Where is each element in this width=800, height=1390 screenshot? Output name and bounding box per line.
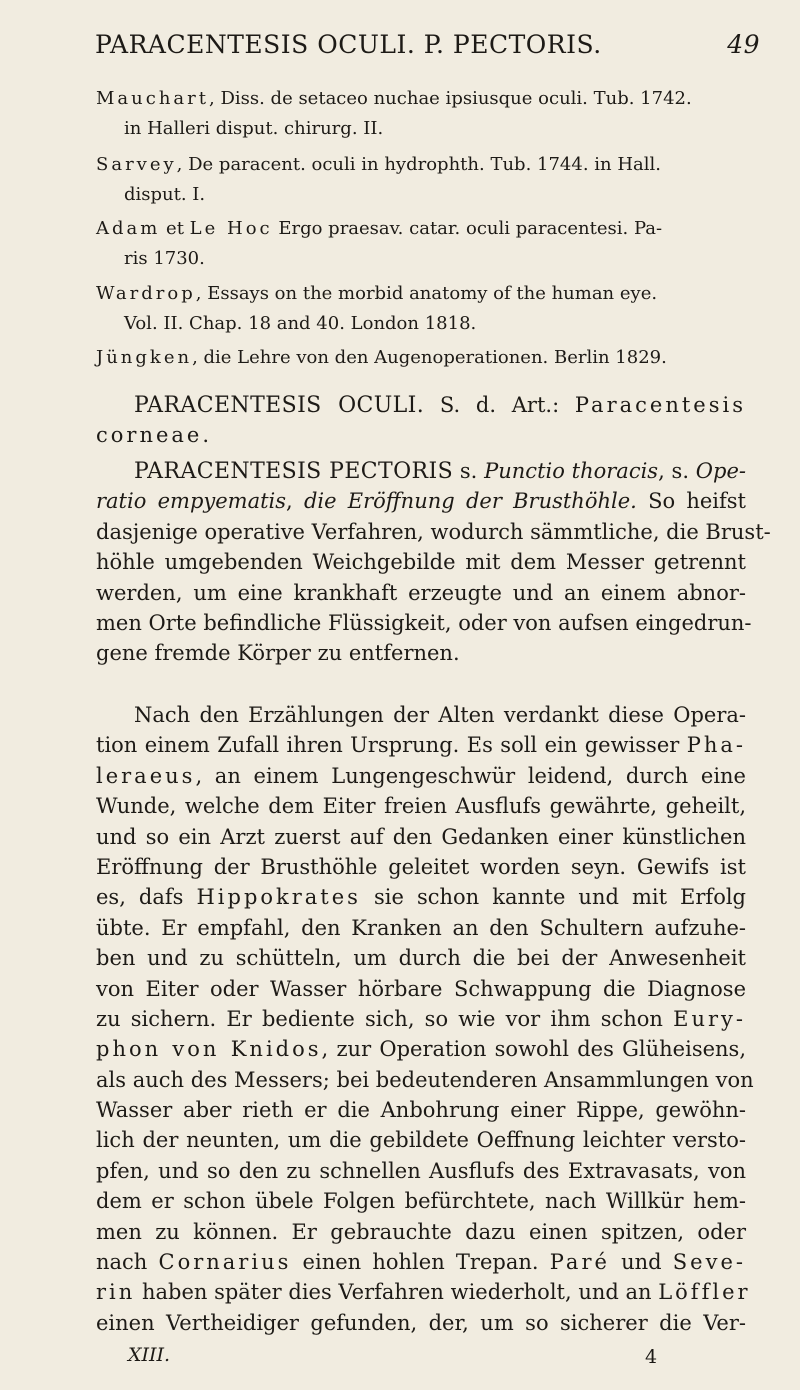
- person-name: leraeus: [96, 763, 196, 788]
- text-line: Wunde, welche dem Eiter freien Ausflufs gewährte, geheilt,: [96, 794, 746, 819]
- text-line: einen Vertheidiger gefunden, der, um so sicherer die Ver-: [96, 1310, 746, 1335]
- running-header: [95, 30, 760, 70]
- text-fragment: .: [202, 423, 210, 448]
- text-line: [96, 420, 746, 450]
- text-fragment: nach: [96, 1250, 159, 1275]
- text-line: [96, 1247, 746, 1277]
- text-line: [96, 761, 746, 791]
- synonym: Punctio thoracis: [484, 459, 659, 483]
- text-line: ben und zu schütteln, um durch die bei der Anwesenheit: [96, 946, 746, 971]
- bib-entry: [96, 343, 746, 373]
- person-name: Eury-: [673, 1006, 746, 1031]
- text-fragment: tion einem Zufall ihren Ursprung. Es soll ein gewisser: [96, 733, 687, 758]
- bib-entry: [96, 150, 746, 210]
- bib-continuation: disput. I.: [124, 184, 206, 205]
- person-name: Pha-: [686, 733, 746, 758]
- bib-continuation: ris 1730.: [124, 248, 205, 269]
- text-fragment: S. d. Art.:: [424, 393, 575, 417]
- text-fragment: So heifst: [636, 489, 746, 514]
- cross-reference: corneae: [96, 423, 203, 448]
- text-fragment: ,: [286, 489, 304, 514]
- page-number: 49: [727, 30, 760, 59]
- bib-entry: [96, 84, 746, 144]
- text-fragment: haben später dies Verfahren wiederholt, und an: [135, 1280, 659, 1305]
- text-line: als auch des Messers; bei bedeutenderen Ansammlungen von: [96, 1067, 754, 1092]
- person-name: Hippokrates: [196, 885, 361, 910]
- bib-author: Adam: [96, 218, 161, 239]
- text-line: dem er schon übele Folgen befürchtete, nach Willkür hem-: [96, 1189, 746, 1214]
- person-name: phon von Knidos: [96, 1037, 322, 1062]
- text-line: lich der neunten, um die gebildete Oeffnung leichter versto-: [96, 1128, 746, 1153]
- text-fragment: es, dafs: [96, 885, 197, 910]
- entry-paracentesis-oculi: [96, 390, 746, 451]
- bib-text: , Diss. de setaceo nuchae ipsiusque oculi. Tub. 1742.: [209, 88, 692, 109]
- text-line: men zu können. Er gebrauchte dazu einen spitzen, oder: [96, 1219, 746, 1244]
- text-line: men Orte befindliche Flüssigkeit, oder von aufsen eingedrun-: [96, 610, 752, 635]
- text-line: werden, um eine krankhaft erzeugte und an einem abnor-: [96, 580, 746, 605]
- text-fragment: s.: [453, 459, 485, 483]
- synonym: ratio empyematis: [96, 489, 287, 514]
- signature-mark: XIII.: [128, 1344, 171, 1366]
- bib-text: Ergo praesav. catar. oculi paracentesi. Pa-: [272, 218, 663, 239]
- text-line: [96, 1004, 746, 1034]
- text-line: [96, 486, 746, 516]
- paragraph-history: [96, 700, 754, 1338]
- person-name: Paré: [549, 1250, 610, 1275]
- bib-text: , die Lehre von den Augenoperationen. Berlin 1829.: [192, 347, 667, 368]
- text-line: [96, 456, 746, 486]
- entry-paracentesis-pectoris: [96, 456, 771, 669]
- text-line: [96, 390, 746, 420]
- bib-entry: [96, 214, 746, 274]
- text-line: übte. Er empfahl, den Kranken an den Schultern aufzuhe-: [96, 915, 746, 940]
- text-fragment: , an einem Lungengeschwür leidend, durch eine: [195, 763, 746, 788]
- text-line: von Eiter oder Wasser hörbare Schwappung die Diagnose: [96, 976, 746, 1001]
- text-fragment: und: [609, 1250, 673, 1275]
- text-line: gene fremde Körper zu entfernen.: [96, 641, 460, 666]
- text-line: Nach den Erzählungen der Alten verdankt diese Opera-: [134, 703, 746, 727]
- text-line: [96, 882, 746, 912]
- synonym: Ope-: [695, 459, 746, 483]
- text-fragment: zu sichern. Er bediente sich, so wie vor ihm schon: [96, 1006, 674, 1031]
- person-name: Seve-: [672, 1250, 746, 1275]
- bib-continuation: Vol. II. Chap. 18 and 40. London 1818.: [124, 313, 477, 334]
- text-fragment: , s.: [658, 459, 696, 483]
- text-line: pfen, und so den zu schnellen Ausflufs des Extravasats, von: [96, 1158, 746, 1183]
- text-line: [96, 1277, 751, 1307]
- text-fragment: sie schon kannte und mit Erfolg: [360, 885, 746, 910]
- synonym: die Eröffnung der Brusthöhle.: [303, 489, 637, 514]
- text-fragment: , zur Operation sowohl des Glüheisens,: [321, 1037, 746, 1062]
- bib-author: Sarvey: [96, 154, 177, 175]
- text-line: und so ein Arzt zuerst auf den Gedanken einer künstlichen: [96, 824, 746, 849]
- cross-reference: Paracentesis: [574, 393, 746, 417]
- sheet-number: 4: [645, 1346, 658, 1368]
- bib-entry: [96, 279, 746, 339]
- bib-text: et: [160, 218, 190, 239]
- person-name: Löffler: [658, 1280, 751, 1305]
- text-line: Wasser aber rieth er die Anbohrung einer Rippe, gewöhn-: [96, 1098, 746, 1123]
- person-name: Cornarius: [158, 1250, 292, 1275]
- text-fragment: einen hohlen Trepan.: [291, 1250, 550, 1275]
- bib-author: Mauchart: [96, 88, 209, 109]
- entry-headword: PARACENTESIS PECTORIS: [134, 459, 454, 484]
- bib-author: Wardrop: [96, 283, 196, 304]
- text-line: Eröffnung der Brusthöhle geleitet worden seyn. Gewifs ist: [96, 854, 746, 879]
- entry-headword: PARACENTESIS OCULI.: [134, 393, 425, 418]
- running-title: PARACENTESIS OCULI. P. PECTORIS.: [95, 30, 602, 59]
- bib-author: Jüngken: [96, 347, 193, 368]
- text-line: höhle umgebenden Weichgebilde mit dem Messer getrennt: [96, 550, 746, 575]
- text-line: [96, 1034, 746, 1064]
- bib-text: , Essays on the morbid anatomy of the human eye.: [195, 283, 658, 304]
- person-name: rin: [96, 1280, 136, 1305]
- text-line: [96, 730, 746, 760]
- bib-continuation: in Halleri disput. chirurg. II.: [124, 118, 384, 139]
- bib-author: Le Hoc: [189, 218, 273, 239]
- text-line: dasjenige operative Verfahren, wodurch sämmtliche, die Brust-: [96, 519, 771, 544]
- bib-text: , De paracent. oculi in hydrophth. Tub. 1744. in Hall.: [176, 154, 661, 175]
